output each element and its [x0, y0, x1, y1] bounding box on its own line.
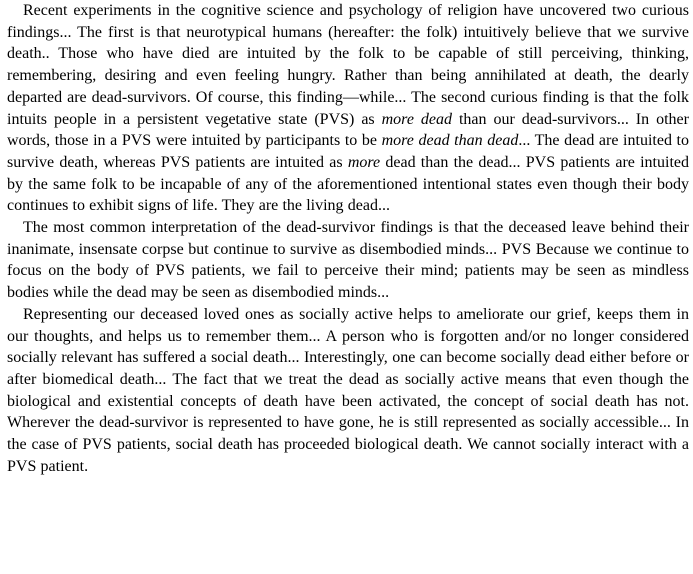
- paragraph-2-text-1: The most common interpretation of the dead-survivor findings is that the deceased leave behind their inanimate, insensate corpse but continue to survive as disembodied minds... PVS Because we continue to focus on the body of PVS patients, we fail to perceive their mind; patients may be seen as mindless bodies while the dead may be seen as disembodied minds...: [7, 219, 689, 302]
- paragraph-1-italic-more-dead: more dead: [381, 110, 452, 128]
- paragraph-1-italic-more: more: [347, 153, 381, 171]
- paragraph-1-text-1: Recent experiments in the cognitive science and psychology of religion have uncovered two curious findings... The first is that neurotypical humans (hereafter: the folk) intuitively believe that we survive death.. Those who have died are intuited by the folk to be capable of still perceiving, thinking, remembering, desiring and even feeling hungry. Rather than being annihilated at death, the dearly departed are dead-survivors. Of course, this finding—while... The second curious finding is that the folk intuits people in a persistent vegetative state (PVS) as: [7, 2, 689, 128]
- paragraph-3-text-1: Representing our deceased loved ones as socially active helps to ameliorate our grief, keeps them in our thoughts, and helps us to remember them... A person who is forgotten and/or no longer considered socially relevant has suffered a social death... Interestingly, one can become socially dead either before or after biomedical death... The fact that we treat the dead as socially active means that even though the biological and existential concepts of death have been activated, the concept of social death has not. Wherever the dead-survivor is represented to have gone, he is still represented as socially accessible... In the case of PVS patients, social death has proceeded biological death. We cannot socially interact with a PVS patient.: [7, 305, 689, 475]
- paragraph-1-text-2: than our dead-survivors... In other words, those in a PVS were intuited by participants to be: [7, 110, 689, 150]
- paragraph-1-text-3: ... The dead are intuited to survive death, whereas PVS patients are intuited as: [7, 132, 689, 171]
- paragraph-1: [7, 0, 689, 217]
- document-page: [7, 0, 689, 574]
- paragraph-1-italic-more-dead-than-dead: more dead than dead: [381, 132, 519, 150]
- paragraph-2: [7, 217, 689, 304]
- paragraph-1-text-4: dead than the dead... PVS patients are intuited by the same folk to be incapable of any of the aforementioned intentional states even though their body continues to exhibit signs of life. They are the living dead...: [7, 153, 689, 215]
- paragraph-3: [7, 304, 689, 478]
